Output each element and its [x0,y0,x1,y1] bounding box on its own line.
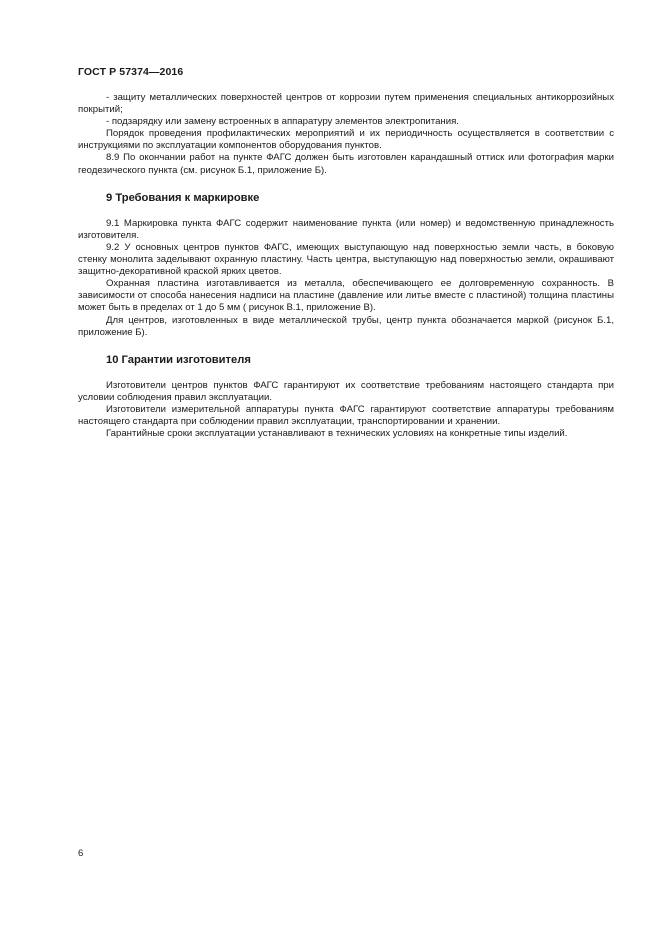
section-9-title: 9 Требования к маркировке [106,191,260,204]
paragraph-9-2: 9.2 У основных центров пунктов ФАГС, имеющих выступающую над поверхностью земли часть, в боковую стенку монолита заделывают охранную пластину. Часть центра, выступающую над поверхностью земли, окрашивают защитно-декоративной краской ярких цветов. [78,241,614,278]
paragraph-maintenance-order: Порядок проведения профилактических мероприятий и их периодичность осуществляется в соответствии с инструкциями по эксплуатации компонентов оборудования пунктов. [78,128,614,152]
paragraph-centers-warranty: Изготовители центров пунктов ФАГС гарантируют их соответствие требованиям настоящего стандарта при условии соблюдения правил эксплуатации. [78,379,614,403]
paragraph-battery: - подзарядку или замену встроенных в аппаратуру элементов электропитания. [106,116,459,128]
paragraph-anticorrosion: - защиту металлических поверхностей центров от коррозии путем применения специальных антикоррозийных покрытий; [78,92,614,116]
paragraph-warranty-terms: Гарантийные сроки эксплуатации устанавливают в технических условиях на конкретные типы изделий. [106,428,568,440]
page-number: 6 [78,848,84,859]
paragraph-8-9: 8.9 По окончании работ на пункте ФАГС должен быть изготовлен карандашный оттиск или фотография марки геодезического пункта (см. рисунок Б.1, приложение Б). [78,152,614,176]
paragraph-pipe-centers: Для центров, изготовленных в виде металлической трубы, центр пункта обозначается маркой (рисунок Б.1, приложение Б). [78,314,614,338]
section-10-title: 10 Гарантии изготовителя [106,353,251,366]
paragraph-plate: Охранная пластина изготавливается из металла, обеспечивающего ее долговременную сохранность. В зависимости от способа нанесения надписи на пластине (давление или литье вместе с пластиной) толщина пластины может быть в пределах от 1 до 5 мм ( рисунок В.1, приложение В). [78,278,614,314]
document-header: ГОСТ Р 57374—2016 [78,66,184,78]
paragraph-equipment-warranty: Изготовители измерительной аппаратуры пункта ФАГС гарантируют соответствие аппаратуры требованиям настоящего стандарта при соблюдении правил эксплуатации, транспортировании и хранении. [78,403,614,428]
document-body [78,92,614,440]
paragraph-9-1: 9.1 Маркировка пункта ФАГС содержит наименование пункта (или номер) и ведомственную принадлежность изготовителя. [78,217,614,241]
